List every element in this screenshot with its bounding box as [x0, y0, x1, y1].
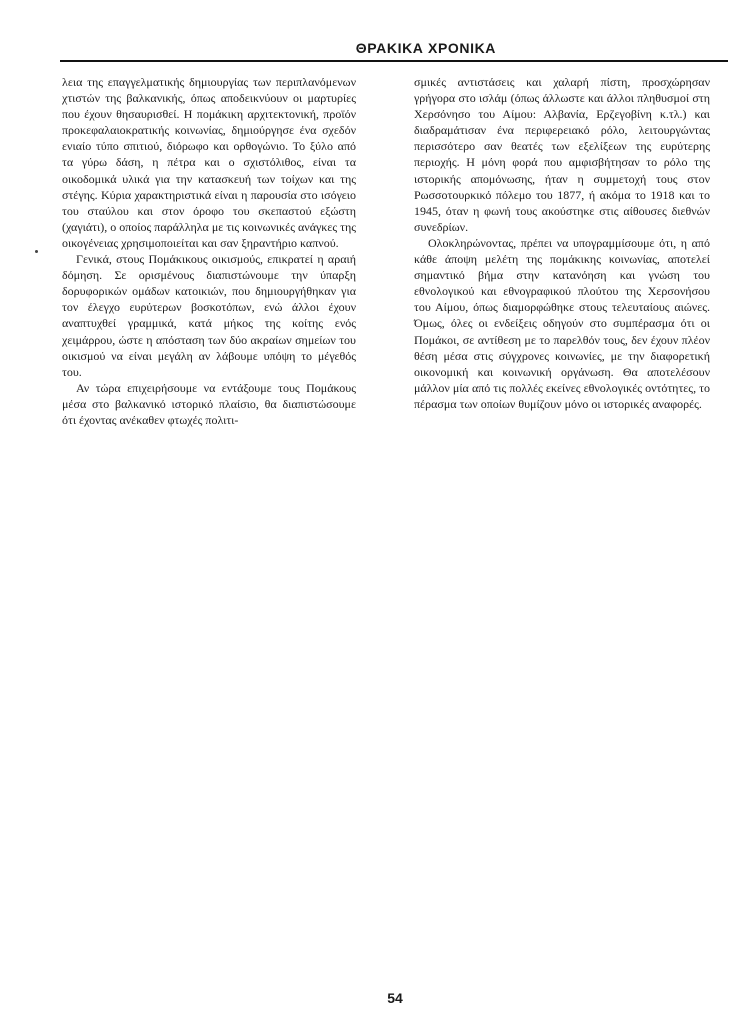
page-number: 54 [387, 990, 403, 1006]
left-paragraph-2: Γενικά, στους Πομάκικους οικισμούς, επικρατεί η αραιή δόμηση. Σε ορισμένους διαπιστώνουμε την ύπαρξη δορυφορικών ομάδων κατοικιών, που δημιουργήθηκαν για τον έλεγχο ευρύτερων βοσκοτόπων, ενώ άλλοι έχουν αναπτυχθεί γραμμικά, κατά μήκος της κοίτης ενός χειμάρρου, ώστε η απόσταση των δύο ακραίων σημείων του οικισμού να είναι μεγάλη αν λάβουμε υπόψη το μέγεθός του. [62, 252, 356, 379]
left-paragraph-3: Αν τώρα επιχειρήσουμε να εντάξουμε τους Πομάκους μέσα στο βαλκανικό ιστορικό πλαίσιο, θα διαπιστώσουμε ότι έχοντας ανέκαθεν φτωχές πολιτι- [62, 380, 356, 427]
right-paragraph-2: Ολοκληρώνοντας, πρέπει να υπογραμμίσουμε ότι, η από κάθε άποψη μελέτη της πομάκικης κοινωνίας, αποτελεί σημαντικό βήμα στην κατανόηση και γνώση του εθνολογικού και εθνογραφικού πλούτου της Χερσονήσου του Αίμου, όπως διαμορφώθηκε στους τελευταίους αιώνες. Όμως, όλες οι ενδείξεις οδηγούν στο συμπέρασμα ότι οι Πομάκοι, σε αντίθεση με το παρελθόν τους, δεν έχουν πλέον θέση μέσα στις σύγχρονες κοινωνίες, με την διαφορετική οικονομική και κοινωνική οργάνωση. Θα αποτελέσουν μάλλον μία από τις πολλές εκείνες εθνολογικές οντότητες, το πέρασμα των οποίων θυμίζουν μόνο οι ιστορικές αναφορές. [414, 235, 710, 411]
right-column [414, 74, 710, 412]
left-column [62, 74, 356, 428]
margin-speck [35, 250, 38, 253]
left-paragraph-1: λεια της επαγγελματικής δημιουργίας των περιπλανόμενων χτιστών της βαλκανικής, όπως αποδεικνύουν οι μαρτυρίες που έχουν θησαυρισθεί. Η πομάκικη αρχιτεκτονική, προϊόν προκεφαλαιοκρατικής κοινωνίας, δημιούργησε ένα σχεδόν ενιαίο τύπο σπιτιού, διόρωφο και ορθογώνιο. Το ξύλο από τα γύρω δάση, η πέτρα και ο σχιστόλιθος, είναι τα οικοδομικά υλικά για την κατασκευή των τοίχων και της στέγης. Κύρια χαρακτηριστικά είναι η παρουσία στο ισόγειο του σταύλου και στον όροφο του σκεπαστού εξώστη (χαγιάτι), ο οποίος παράλληλα με τις κοινωνικές ανάγκες της οικογένειας χρησιμοποιείται και σαν ξηραντήριο καπνού. [62, 75, 356, 250]
header-rule [60, 60, 728, 62]
running-header: ΘΡΑΚΙΚΑ ΧΡΟΝΙΚΑ [355, 40, 496, 56]
right-paragraph-1: σμικές αντιστάσεις και χαλαρή πίστη, προσχώρησαν γρήγορα στο ισλάμ (όπως άλλωστε και άλλοι πληθυσμοί στη Χερσόνησο του Αίμου: Αλβανία, Ερζεγοβίνη κ.τλ.) και διαδραμάτισαν ένα περιφερειακό ρόλο, λειτουργώντας περισσότερο σαν θεατές των εξελίξεων της ευρύτερης περιοχής. Η μόνη φορά που αμφισβήτησαν το ρόλο της ιστορικής απομόνωσης, ήταν η συμμετοχή τους στον Ρωσσοτουρκικό πόλεμο του 1877, ή ακόμα το 1918 και το 1945, όταν η φωνή τους ακούστηκε στις αίθουσες διεθνών συνεδρίων. [414, 75, 710, 234]
